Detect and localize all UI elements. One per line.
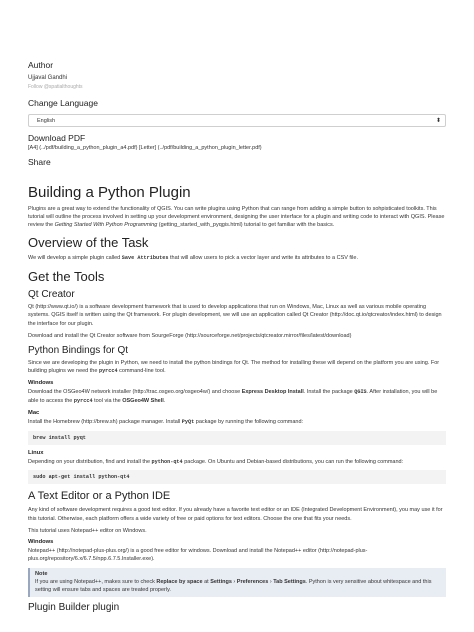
qt-paragraph-2: Download and install the Qt Creator software from SourgeForge (http://sourceforge.net/projects/qtcreator.mirror/files/latest/download) [28,332,352,339]
plugin-builder-heading: Plugin Builder plugin [28,602,120,614]
author-follow-link[interactable]: Follow @spatialthoughts [28,84,83,91]
mac-subheading: Mac [28,409,40,416]
tools-heading: Get the Tools [28,269,105,285]
download-pdf-links[interactable]: [A4] (../pdf/building_a_python_plugin_a4.pdf) [Letter] (../pdf/building_a_python_plugin_letter.pdf) [28,145,262,152]
notepad-paragraph: Notepad++ (http://notepad-plus-plus.org/) is a good free editor for windows. Download and install the Notepad++ editor (http://notepad-plus-plus.org/repository/6.x/6.7.5/npp.6.7.5.Installer.exe). [28,548,368,563]
note-title: Note [35,570,48,577]
intro-paragraph: Plugins are a great way to extend the functionality of QGIS. You can write plugins using Python that can range from adding a simple button to sohpisticated toolkits. This tutorial will outline the process involved in setting up your development environment, designing the user interface for a plugin and writing code to interact with QGIS. Please review the Getting Started With Python Programming (getting_started_with_pyqgis.html) tutorial to get familiar with the basics. [28,205,445,229]
mac-paragraph: Install the Homebrew (http://brew.sh) package manager. Install PyQt package by running the following command: [28,418,304,425]
windows-paragraph: Download the OSGeo4W network installer (http://trac.osgeo.org/osgeo4w/) and choose Express Desktop Install. Install the package QGIS. After installation, you will be able to access the pyrcc4 tool via the OSGeo4W Shell. [28,389,438,404]
overview-heading: Overview of the Task [28,235,149,251]
linux-code-block[interactable]: sudo apt-get install python-qt4 [28,470,446,484]
python-bindings-heading: Python Bindings for Qt [28,345,129,357]
download-pdf-label: Download PDF [28,133,86,144]
share-label[interactable]: Share [28,156,51,167]
author-label: Author [28,60,54,70]
sidebar-meta [28,60,446,167]
linux-paragraph: Depending on your distribution, find and install the python-qt4 package. On Ubuntu and Debian-based distributions, you can run the following command: [28,458,404,465]
overview-paragraph: We will develop a simple plugin called Save Attributes that will allow users to pick a vector layer and write its attributes to a CSV file. [28,255,358,262]
note-paragraph: If you are using Notepad++, makes sure to check Replace by space at Settings › Preferences › Tab Settings. Python is very sensitive about whitespace and this setting will ensure tabs and spaces are treated properly. [35,578,432,593]
page-title: Building a Python Plugin [28,183,191,201]
text-editor-heading: A Text Editor or a Python IDE [28,490,171,503]
linux-subheading: Linux [28,449,44,456]
bindings-paragraph: Since we are developing the plugin in Python, we need to install the python bindings for Qt. The method for installing these will depend on the platform you are using. For building plugins we need the pyrcc4 command-line tool. [28,360,440,375]
language-select[interactable] [28,114,446,127]
editor-paragraph-2: This tutorial uses Notepad++ editor on Windows. [28,527,147,534]
windows-subheading-2: Windows [28,539,54,546]
qt-creator-heading: Qt Creator [28,289,75,301]
updown-chevron-icon: ⬍ [435,118,441,125]
editor-paragraph-1: Any kind of software development requires a good text editor. If you already have a favorite text editor or an IDE (Integrated Development Environment), you may use it for this tutorial. Otherwise, each platform offers a wide variety of free or paid options for text editors. Choose the one that fits your needs. [28,507,443,522]
language-label: Change Language [28,98,98,109]
qt-paragraph-1: Qt (http://www.qt.io/) is a software development framework that is used to develop applications that run on Windows, Mac, Linux as well as various mobile operating systems. QGIS itself is written using the Qt framework. For plugin development, we will use an application called Qt Creator (http://doc.qt.io/qtcreator/index.html) to design the interface for our plugin. [28,304,442,327]
language-select-value: English [37,117,56,124]
mac-code-block[interactable]: brew install pyqt [28,431,446,445]
windows-subheading: Windows [28,380,54,387]
author-name[interactable]: Ujjaval Gandhi [28,75,68,81]
note-box [28,568,446,598]
